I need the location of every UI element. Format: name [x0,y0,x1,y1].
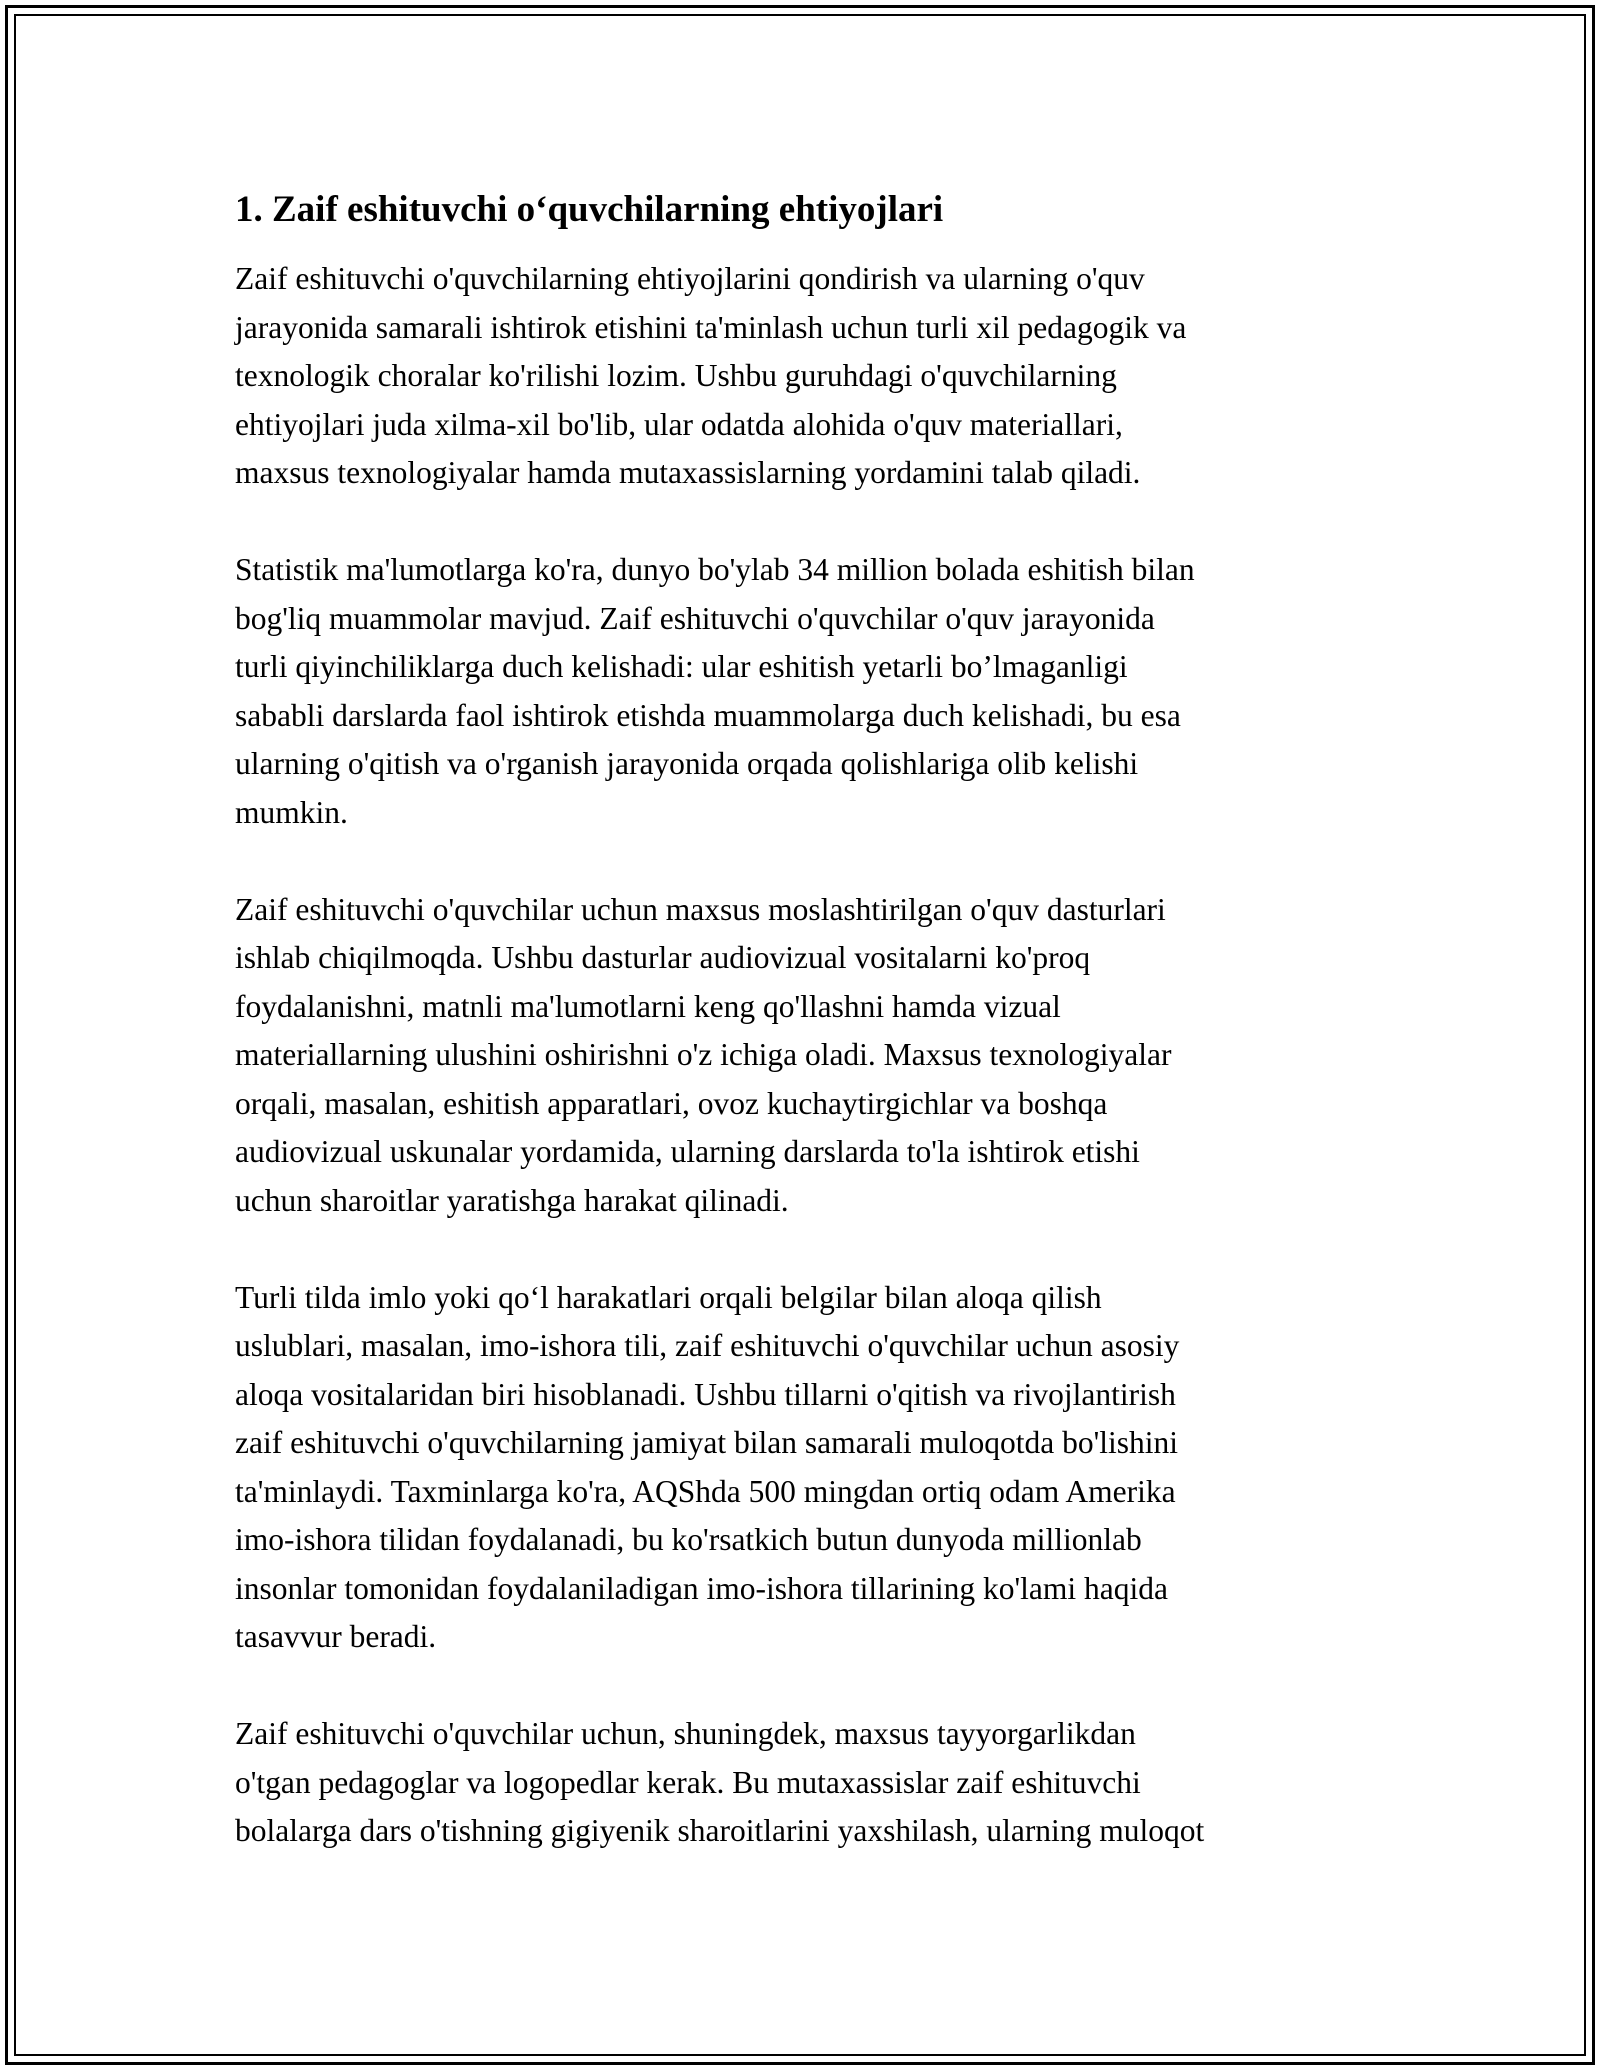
paragraph-line: tasavvur beradi. [235,1619,437,1654]
paragraph-line: foydalanishni, matnli ma'lumotlarni keng qo'llashni hamda vizual [235,988,1061,1024]
paragraph-line: Zaif eshituvchi o'quvchilar uchun, shuningdek, maxsus tayyorgarlikdan [235,1716,1136,1751]
paragraph-line: ta'minlaydi. Taxminlarga ko'ra, AQShda 500 mingdan ortiq odam Amerika [235,1473,1176,1509]
paragraph [235,255,1375,498]
paragraph-line: o'tgan pedagoglar va logopedlar kerak. Bu mutaxassislar zaif eshituvchi [235,1764,1141,1800]
paragraph-line: uslublari, masalan, imo-ishora tili, zaif eshituvchi o'quvchilar uchun asosiy [235,1328,1180,1363]
section-heading: 1. Zaif eshituvchi o‘quvchilarning ehtiyojlari [235,189,944,230]
paragraph [235,1274,1375,1662]
paragraph-line: texnologik choralar ko'rilishi lozim. Ushbu guruhdagi o'quvchilarning [235,358,1117,393]
paragraph-line: orqali, masalan, eshitish apparatlari, ovoz kuchaytirgichlar va boshqa [235,1085,1108,1121]
paragraph-line: Zaif eshituvchi o'quvchilarning ehtiyojlarini qondirish va ularning o'quv [235,261,1145,296]
paragraph-line: zaif eshituvchi o'quvchilarning jamiyat bilan samarali muloqotda bo'lishini [235,1425,1179,1460]
paragraph-line: Zaif eshituvchi o'quvchilar uchun maxsus moslashtirilgan o'quv dasturlari [235,891,1166,927]
paragraph-line: audiovizual uskunalar yordamida, ularning darslarda to'la ishtirok etishi [235,1134,1140,1169]
paragraph-line: insonlar tomonidan foydalaniladigan imo-ishora tillarining ko'lami haqida [235,1570,1168,1606]
paragraph-line: Statistik ma'lumotlarga ko'ra, dunyo bo'ylab 34 million bolada eshitish bilan [235,552,1195,587]
paragraph-line: materiallarning ulushini oshirishni o'z ichiga oladi. Maxsus texnologiyalar [235,1037,1172,1072]
paragraph-line: uchun sharoitlar yaratishga harakat qilinadi. [235,1182,789,1218]
document-body [235,186,1375,1904]
paragraph-line: imo-ishora tilidan foydalanadi, bu ko'rsatkich butun dunyoda millionlab [235,1522,1142,1557]
paragraph-line: jarayonida samarali ishtirok etishini ta'minlash uchun turli xil pedagogik va [235,309,1187,345]
paragraph-line: Turli tilda imlo yoki qo‘l harakatlari orqali belgilar bilan aloqa qilish [235,1279,1102,1315]
paragraph [235,886,1375,1226]
paragraph-line: ularning o'qitish va o'rganish jarayonida orqada qolishlariga olib kelishi [235,746,1139,781]
paragraph-list [235,255,1375,1856]
paragraph-line: ehtiyojlari juda xilma-xil bo'lib, ular odatda alohida o'quv materiallari, [235,406,1123,442]
paragraph-line: maxsus texnologiyalar hamda mutaxassislarning yordamini talab qiladi. [235,455,1141,490]
paragraph-line: ishlab chiqilmoqda. Ushbu dasturlar audiovizual vositalarni ko'proq [235,940,1091,975]
paragraph-line: bog'liq muammolar mavjud. Zaif eshituvchi o'quvchilar o'quv jarayonida [235,600,1155,636]
paragraph [235,546,1375,837]
paragraph-line: turli qiyinchiliklarga duch kelishadi: ular eshitish yetarli bo’lmaganligi [235,649,1128,684]
paragraph-line: bolalarga dars o'tishning gigiyenik sharoitlarini yaxshilash, ularning muloqot [235,1813,1205,1848]
paragraph [235,1710,1375,1856]
paragraph-line: sababli darslarda faol ishtirok etishda muammolarga duch kelishadi, bu esa [235,697,1181,733]
paragraph-line: mumkin. [235,794,348,830]
paragraph-line: aloqa vositalaridan biri hisoblanadi. Ushbu tillarni o'qitish va rivojlantirish [235,1376,1176,1412]
